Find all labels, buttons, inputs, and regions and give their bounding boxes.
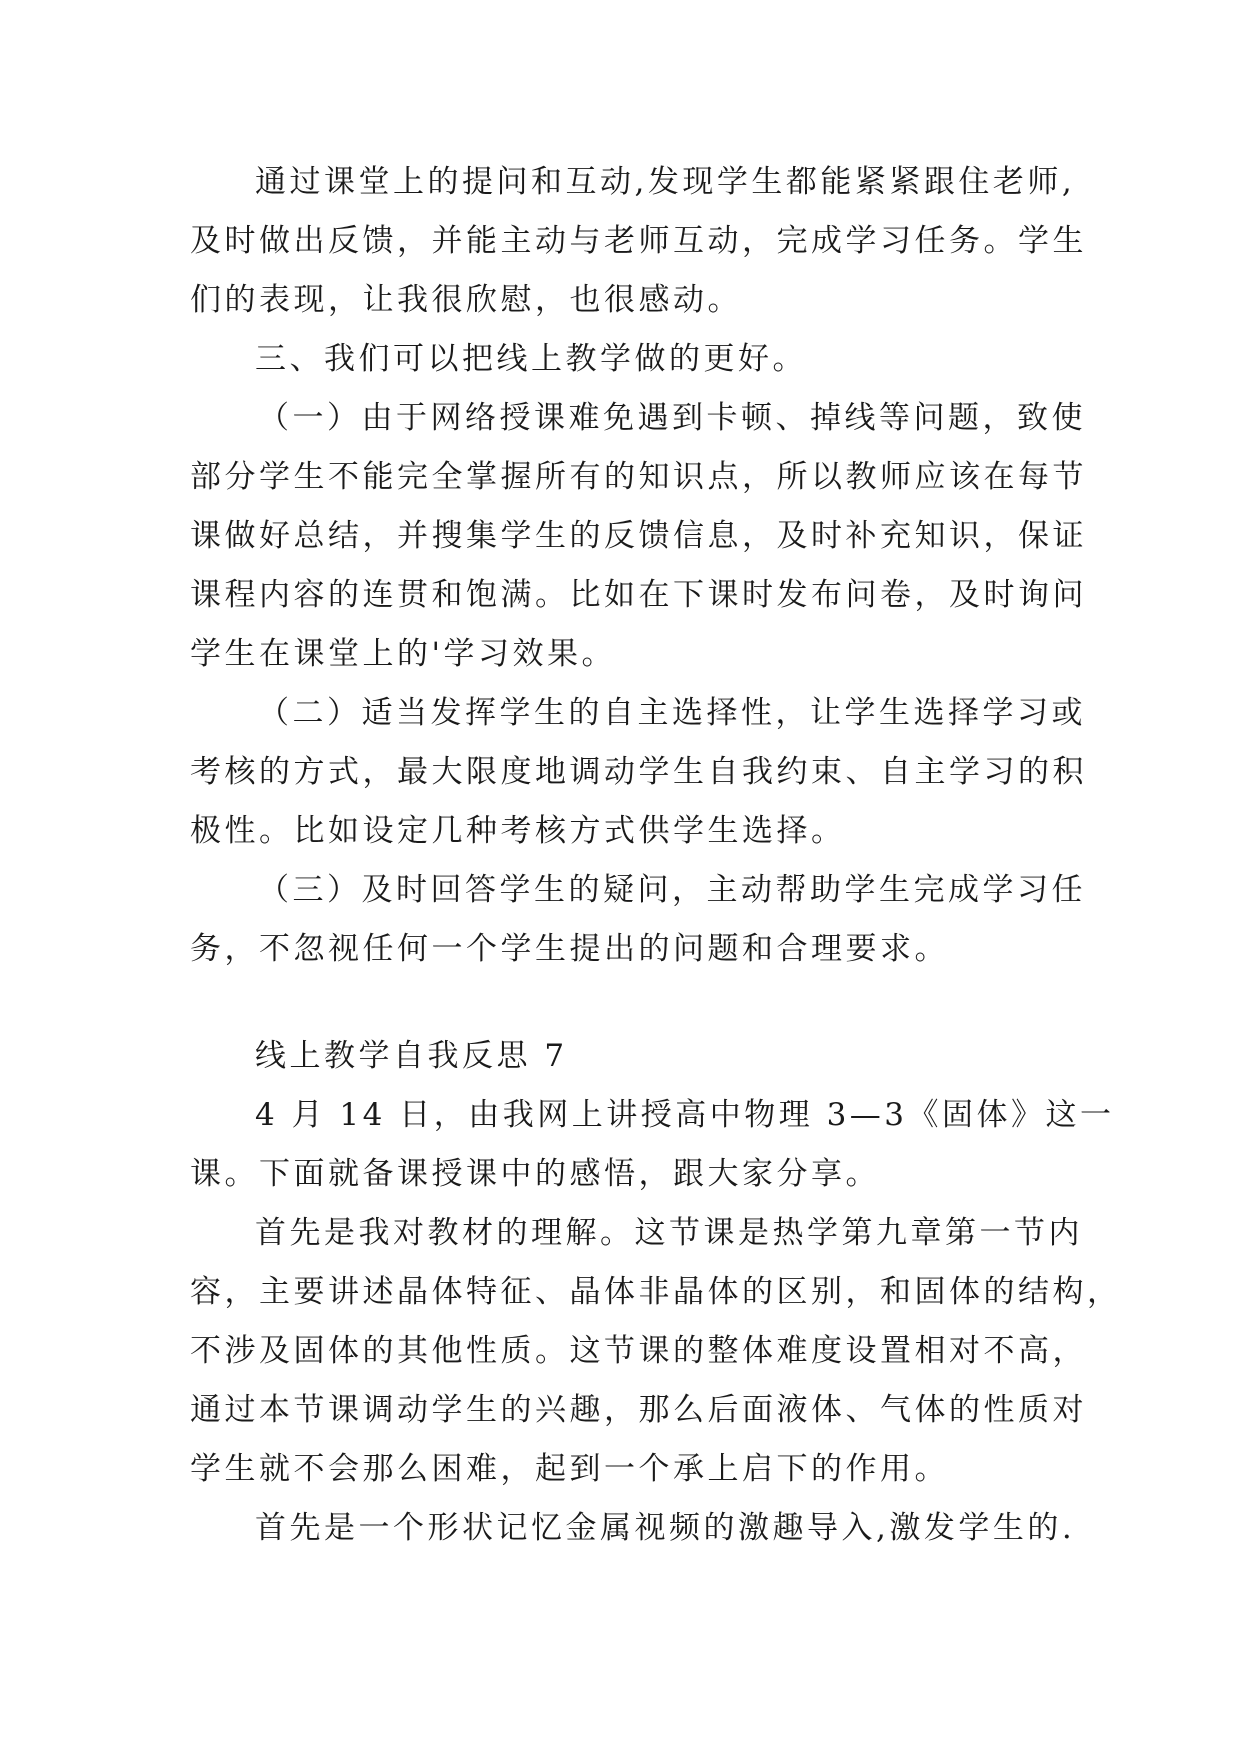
text-line: 考核的方式，最大限度地调动学生自我约束、自主学习的积: [190, 754, 1087, 790]
text-line: 课程内容的连贯和饱满。比如在下课时发布问卷，及时询问: [190, 577, 1087, 613]
text-line: 学生就不会那么困难，起到一个承上启下的作用。: [190, 1451, 949, 1487]
text-line: 首先是我对教材的理解。这节课是热学第九章第一节内: [255, 1215, 1083, 1251]
text-line: 4 月 14 日，由我网上讲授高中物理 3—3《固体》这一: [255, 1097, 1115, 1133]
text-line: 务，不忽视任何一个学生提出的问题和合理要求。: [190, 931, 949, 967]
text-line: （三）及时回答学生的疑问，主动帮助学生完成学习任: [258, 872, 1086, 908]
section-heading: 三、我们可以把线上教学做的更好。: [255, 341, 807, 377]
text-line: 们的表现，让我很欣慰，也很感动。: [190, 282, 742, 318]
section-title: 线上教学自我反思 7: [255, 1038, 568, 1074]
text-line: 学生在课堂上的'学习效果。: [190, 636, 617, 672]
text-line: 极性。比如设定几种考核方式供学生选择。: [190, 813, 846, 849]
text-line: 课。下面就备课授课中的感悟，跟大家分享。: [190, 1156, 880, 1192]
text-line: （二）适当发挥学生的自主选择性，让学生选择学习或: [258, 695, 1086, 731]
text-line: 通过本节课调动学生的兴趣，那么后面液体、气体的性质对: [190, 1392, 1087, 1428]
text-line: 首先是一个形状记忆金属视频的激趣导入,激发学生的.: [255, 1510, 1076, 1546]
text-line: 及时做出反馈，并能主动与老师互动，完成学习任务。学生: [190, 223, 1087, 259]
text-line: 通过课堂上的提问和互动,发现学生都能紧紧跟住老师,: [255, 164, 1076, 200]
text-line: 课做好总结，并搜集学生的反馈信息，及时补充知识，保证: [190, 518, 1087, 554]
text-line: 部分学生不能完全掌握所有的知识点，所以教师应该在每节: [190, 459, 1087, 495]
text-line: （一）由于网络授课难免遇到卡顿、掉线等问题，致使: [258, 400, 1086, 436]
text-line: 容，主要讲述晶体特征、晶体非晶体的区别，和固体的结构，: [190, 1274, 1122, 1310]
text-line: 不涉及固体的其他性质。这节课的整体难度设置相对不高，: [190, 1333, 1087, 1369]
